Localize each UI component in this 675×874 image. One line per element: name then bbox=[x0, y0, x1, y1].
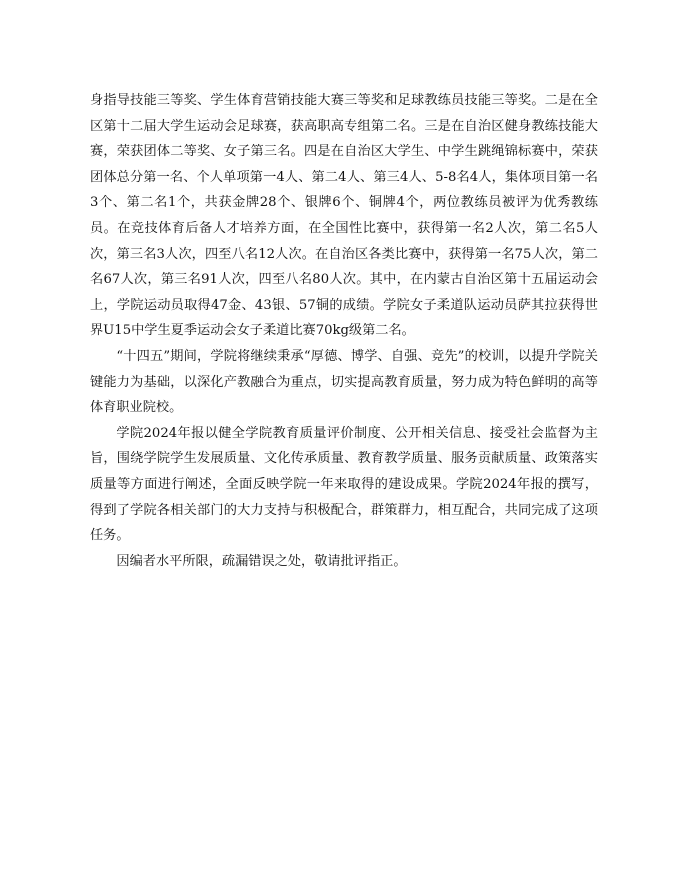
paragraph-annual-report-summary: 学院2024年报以健全学院教育质量评价制度、公开相关信息、接受社会监督为主旨，围绕学院学生发展质量、文化传承质量、教育教学质量、服务贡献质量、政策落实质量等方面进行阐述，全面反映学院一年来取得的建设成果。学院2024年报的撰写，得到了学院各相关部门的大力支持与积极配合，群策群力，相互配合，共同完成了这项任务。 bbox=[90, 425, 598, 544]
paragraph-fourteenth-five-year-plan: “十四五”期间，学院将继续秉承“厚德、博学、自强、竞先”的校训，以提升学院关键能力为基础，以深化产教融合为重点，切实提高教育质量，努力成为特色鲜明的高等体育职业院校。 bbox=[90, 348, 598, 416]
paragraph-closing-note: 因编者水平所限，疏漏错误之处，敬请批评指正。 bbox=[116, 553, 407, 569]
paragraph-awards-continued: 身指导技能三等奖、学生体育营销技能大赛三等奖和足球教练员技能三等奖。二是在全区第十二届大学生运动会足球赛，获高职高专组第二名。三是在自治区健身教练技能大赛，荣获团体二等奖、女子第三名。四是在自治区大学生、中学生跳绳锦标赛中，荣获团体总分第一名、个人单项第一4人、第二4人、第三4人、5-8名4人，集体项目第一名3个、第二名1个，共获金牌28个、银牌6个、铜牌4个，两位教练员被评为优秀教练员。在竞技体育后备人才培养方面，在全国性比赛中，获得第一名2人次，第二名5人次，第三名3人次，四至八名12人次。在自治区各类比赛中，获得第一名75人次，第二名67人次，第三名91人次，四至八名80人次。其中，在内蒙古自治区第十五届运动会上，学院运动员取得47金、43银、57铜的成绩。学院女子柔道队运动员萨其拉获得世界U15中学生夏季运动会女子柔道比赛70kg级第二名。 bbox=[90, 93, 598, 339]
document-body bbox=[90, 88, 598, 574]
